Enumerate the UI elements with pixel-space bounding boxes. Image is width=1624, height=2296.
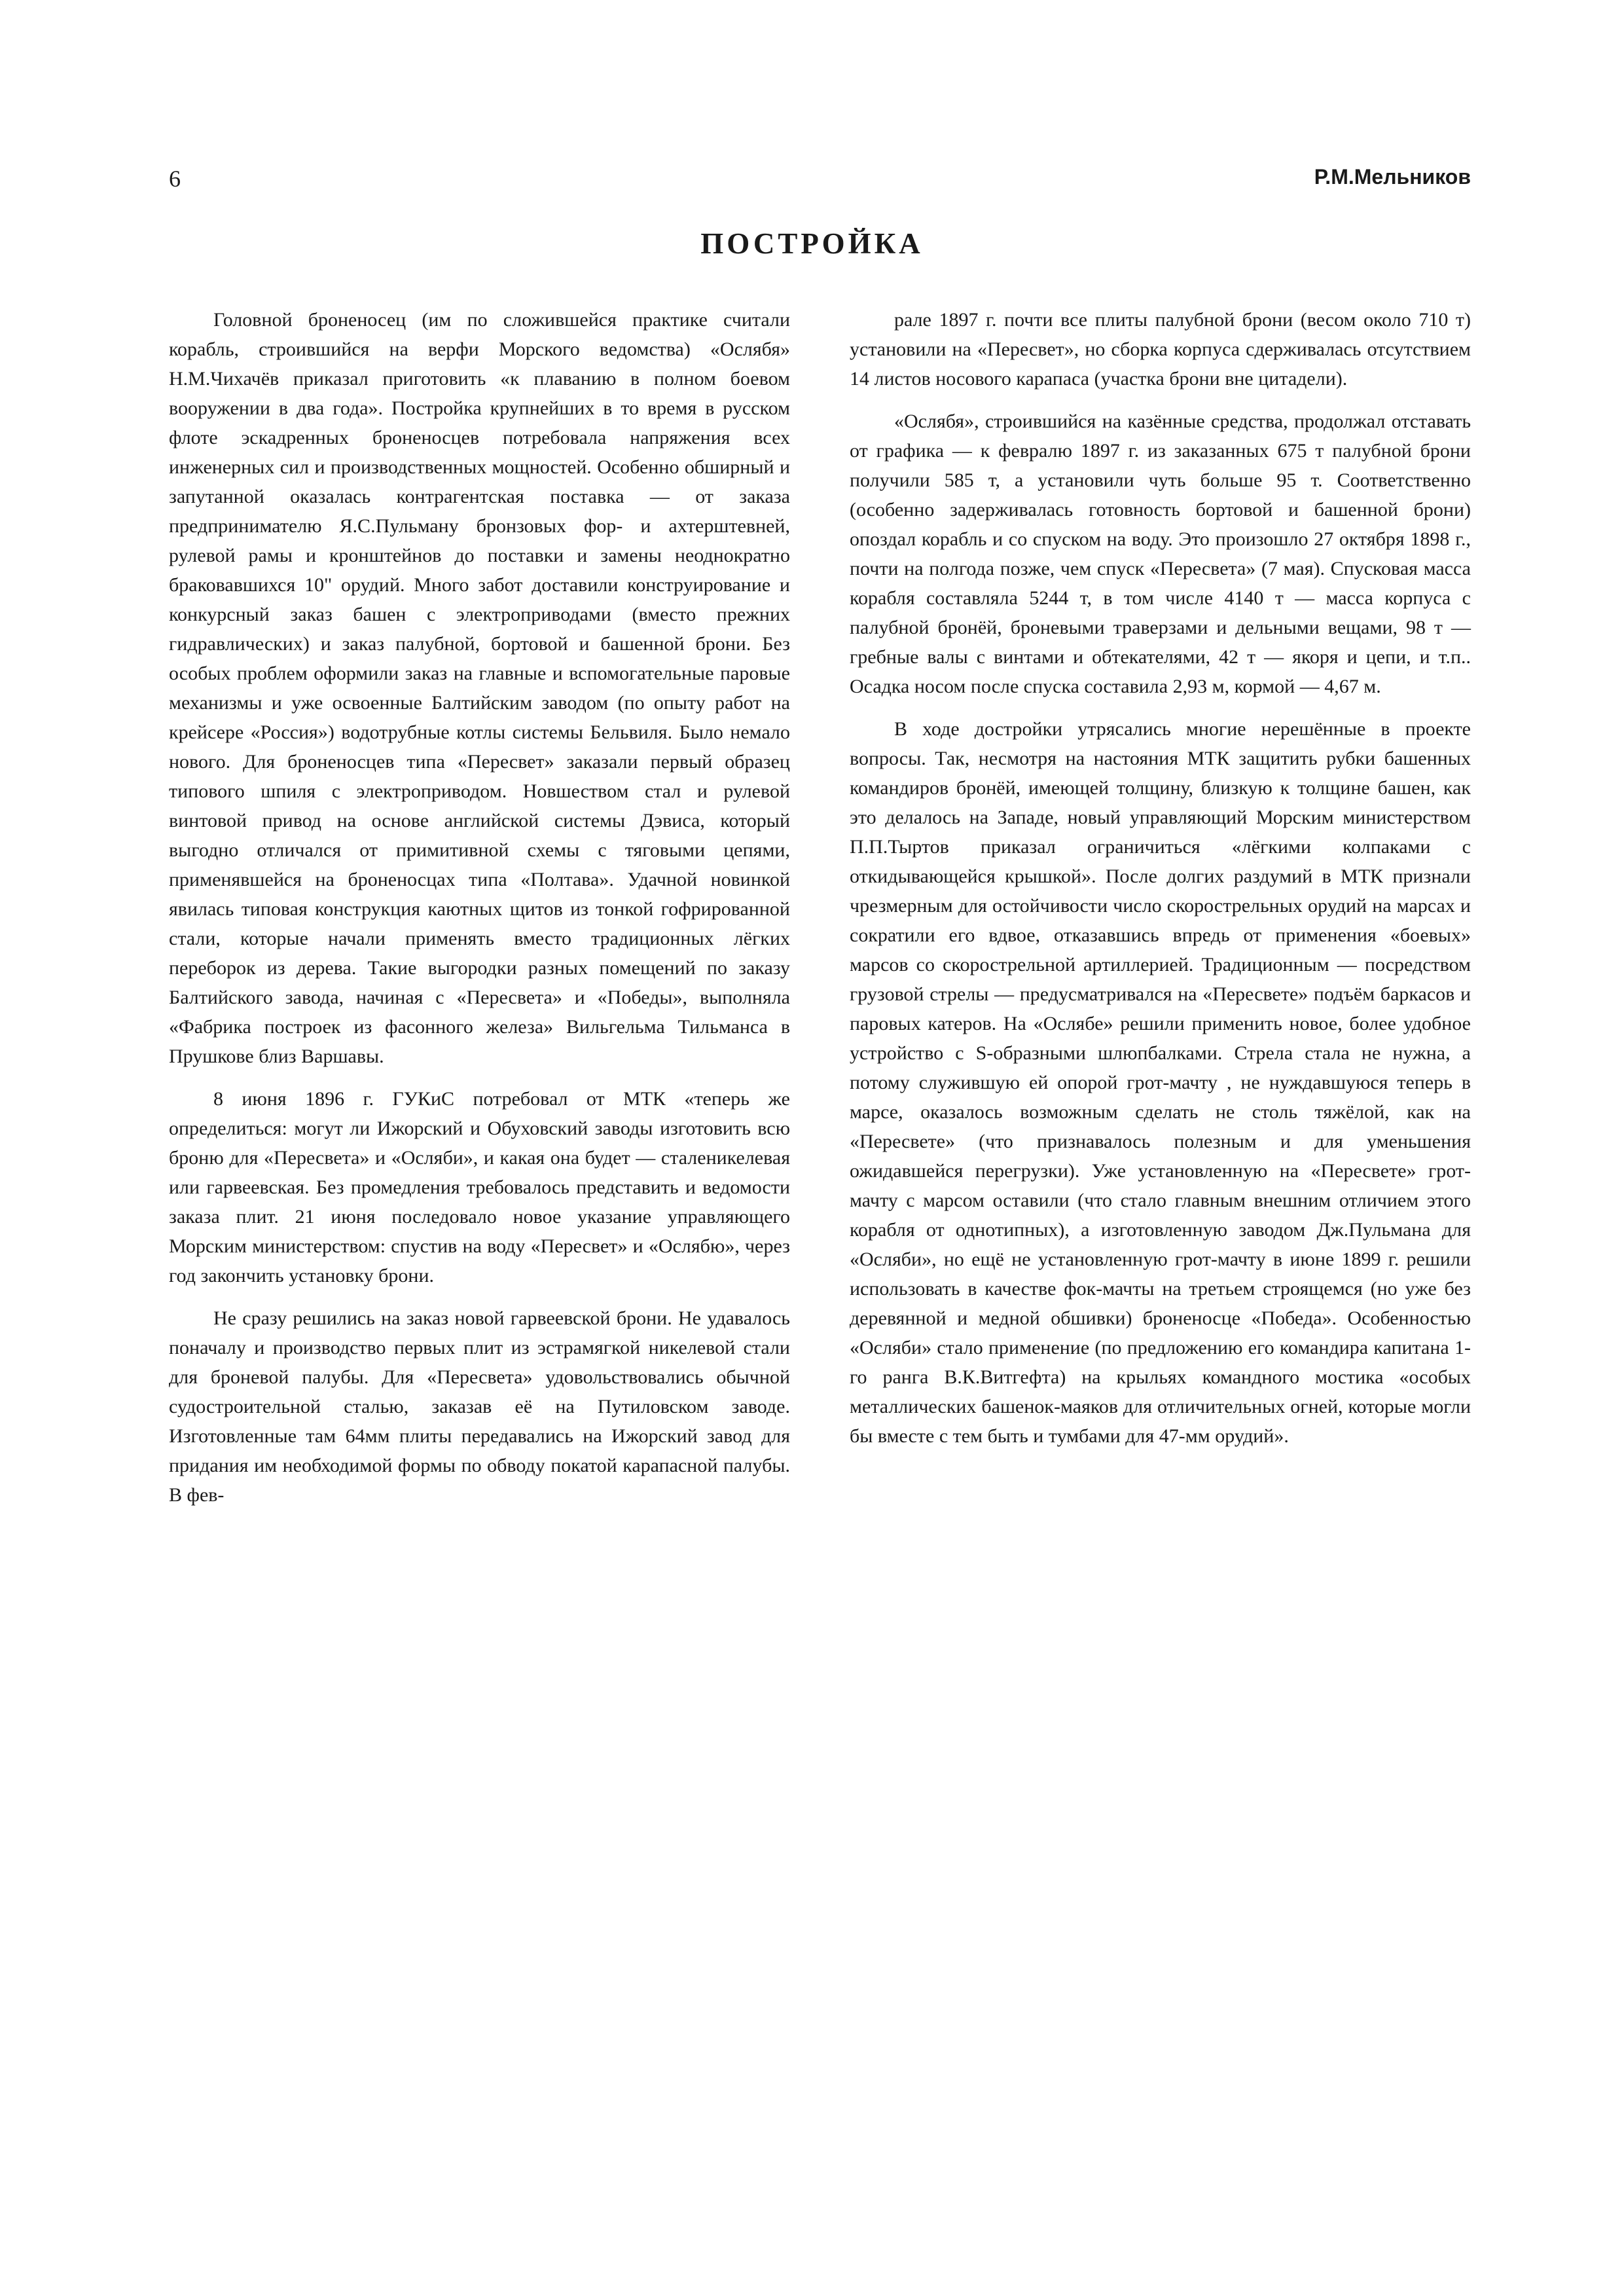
paragraph: В ходе достройки утрясались многие нерешённые в проекте вопросы. Так, несмотря на настояния МТК защитить рубки башенных командиров бронёй, имеющей толщину, близкую к толщине башен, как это делалось на Западе, новый управляющий Морским министерством П.П.Тыртов приказал ограничиться «лёгкими колпаками с откидывающейся крышкой». После долгих раздумий в МТК признали чрезмерным для остойчивости число скорострельных орудий на марсах и сократили его вдвое, отказавшись впредь от применения «боевых» марсов со скорострельной артиллерией. Традиционным — посредством грузовой стрелы — предусматривался на «Пересвете» подъём баркасов и паровых катеров. На «Ослябе» решили применить новое, более удобное устройство с S-образными шлюпбалками. Стрела стала не нужна, а потому служившую ей опорой грот-мачту , не нуждавшуюся теперь в марсе, оказалось возможным сделать не столь тяжёлой, как на «Пересвете» (что признавалось полезным и для уменьшения ожидавшейся перегрузки). Уже установленную на «Пересвете» грот-мачту с марсом оставили (что стало главным внешним отличием этого корабля от однотипных), а изготовленную заводом Дж.Пульмана для «Осляби», но ещё не установленную грот-мачту в июне 1899 г. решили использовать в качестве фок-мачты на третьем строящемся (но уже без деревянной и медной обшивки) броненосце «Победа». Особенностью «Осляби» стало применение (по предложению его командира капитана 1-го ранга В.К.Витгефта) на крыльях командного мостика «особых металлических башенок-маяков для отличительных огней, которые могли бы вместе с тем быть и тумбами для 47-мм орудий». <box>850 718 1471 1447</box>
paragraph: 8 июня 1896 г. ГУКиС потребовал от МТК «теперь же определиться: могут ли Ижорский и Обуховский заводы изготовить всю броню для «Пересвета» и «Осляби», и какая она будет — сталеникелевая или гарвеевская. Без промедления требовалось представить и ведомости заказа плит. 21 июня последовало новое указание управляющего Морским министерством: спустив на воду «Пересвет» и «Ослябю», через год закончить установку брони. <box>169 1088 790 1286</box>
paragraph: Не сразу решились на заказ новой гарвеевской брони. Не удавалось поначалу и производство первых плит из эстрамягкой никелевой стали для броневой палубы. Для «Пересвета» удовольствовались обычной судостроительной сталью, заказав её на Путиловском заводе. Изготовленные там 64мм плиты передавались на Ижорский завод для придания им необходимой формы по обводу покатой карапасной палубы. В фев- <box>169 1307 790 1506</box>
left-column <box>169 305 790 1510</box>
running-header-author: Р.М.Мельников <box>1314 165 1471 189</box>
page-number: 6 <box>169 166 181 192</box>
page-title: ПОСТРОЙКА <box>700 227 924 260</box>
paragraph: «Ослябя», строившийся на казённые средства, продолжал отставать от графика — к февралю 1897 г. из заказанных 675 т палубной брони получили 585 т, а установили чуть больше 95 т. Соответственно (особенно задерживалась готовность бортовой и башенной брони) опоздал корабль и со спуском на воду. Это произошло 27 октября 1898 г., почти на полгода позже, чем спуск «Пересвета» (7 мая). Спусковая масса корабля составляла 5244 т, в том числе 4140 т — масса корпуса с палубной бронёй, броневыми траверзами и дельными вещами, 98 т — гребные валы с винтами и обтекателями, 42 т — якоря и цепи, и т.п.. Осадка носом после спуска составила 2,93 м, кормой — 4,67 м. <box>850 410 1471 697</box>
paragraph: Головной броненосец (им по сложившейся практике считали корабль, строившийся на верфи Морского ведомства) «Ослябя» Н.М.Чихачёв приказал приготовить «к плаванию в полном боевом вооружении в два года». Постройка крупнейших в то время в русском флоте эскадренных броненосцев потребовала напряжения всех инженерных сил и производственных мощностей. Особенно обширный и запутанной оказалась контрагентская поставка — от заказа предпринимателю Я.С.Пульману бронзовых фор- и ахтерштевней, рулевой рамы и кронштейнов до поставки и замены неоднократно браковавшихся 10" орудий. Много забот доставили конструирование и конкурсный заказ башен с электроприводами (вместо прежних гидравлических) и заказ палубной, бортовой и башенной брони. Без особых проблем оформили заказ на главные и вспомогательные паровые механизмы и уже освоенные Балтийским заводом (по опыту работ на крейсере «Россия») водотрубные котлы системы Бельвиля. Было немало нового. Для броненосцев типа «Пересвет» заказали первый образец типового шпиля с электроприводом. Новшеством стал и рулевой винтовой привод на основе английской системы Дэвиса, который выгодно отличался от примитивной схемы с тяговыми цепями, применявшейся на броненосцах типа «Полтава». Удачной новинкой явилась типовая конструкция каютных щитов из тонкой гофрированной стали, которые начали применять вместо традиционных лёгких переборок из дерева. Такие выгородки разных помещений по заказу Балтийского завода, начиная с «Пересвета» и «Победы», выполняла «Фабрика построек из фасонного железа» Вильгельма Тильманса в Прушкове близ Варшавы. <box>169 309 790 1067</box>
paragraph: рале 1897 г. почти все плиты палубной брони (весом около 710 т) установили на «Пересвет», но сборка корпуса сдерживалась отсутствием 14 листов носового карапаса (участка брони вне цитадели). <box>850 309 1471 390</box>
right-column <box>850 305 1471 1451</box>
